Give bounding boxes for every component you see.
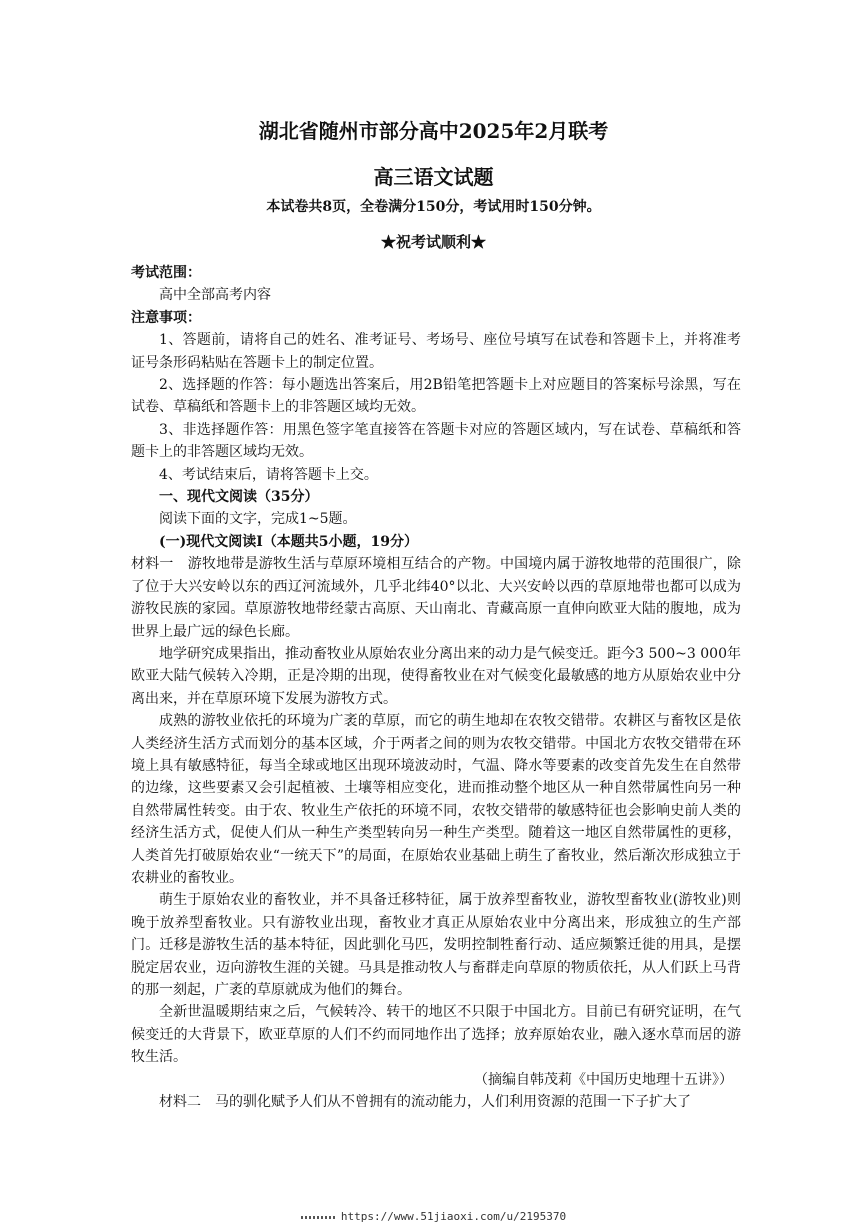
footer-watermark [0, 1210, 867, 1223]
exam-subtitle: 高三语文试题 [373, 165, 494, 189]
exam-title: 湖北省随州市部分高中2025年2月联考 [258, 119, 609, 143]
exam-body [131, 262, 741, 1113]
scope-value: 高中全部高考内容 [159, 287, 271, 304]
good-luck-line: ★祝考试顺利★ [380, 233, 486, 251]
material-source: （摘编自韩茂莉《中国历史地理十五讲》） [474, 1071, 733, 1088]
material-paragraph: 全新世温暖期结束之后，气候转冷、转干的地区不只限于中国北方。目前已有研究证明，在气候变迁的大背景下，欧亚草原的人们不约而同地作出了选择；放弃原始农业，融入逐水草而居的游牧生活。 [131, 1004, 741, 1066]
material-paragraph: 地学研究成果指出，推动畜牧业从原始农业分离出来的动力是气候变迁。距今3 500~3 000年欧亚大陆气候转入冷期，正是冷期的出现，使得畜牧业在对气候变化最敏感的地方从原始农业中分离出来，并在草原环境下发展为游牧方式。 [131, 645, 741, 707]
note-item: 3、非选择题作答：用黑色签字笔直接答在答题卡对应的答题区域内，写在试卷、草稿纸和答题卡上的非答题区域均无效。 [131, 421, 741, 461]
scope-label: 考试范围： [131, 265, 201, 281]
section-heading: 一、现代文阅读（35分） [159, 489, 319, 506]
note-item: 1、答题前，请将自己的姓名、准考证号、考场号、座位号填写在试卷和答题卡上，并将准考证号条形码粘贴在答题卡上的制定位置。 [131, 332, 741, 371]
exam-info: 本试卷共8页，全卷满分150分，考试用时150分钟。 [266, 199, 601, 215]
note-item: 4、考试结束后，请将答题卡上交。 [159, 466, 378, 483]
notes-label: 注意事项： [131, 309, 201, 326]
section-instruction: 阅读下面的文字，完成1~5题。 [159, 511, 357, 528]
footer-url[interactable]: https://www.51jiaoxi.com/u/2195370 [340, 1210, 567, 1223]
material-paragraph: 萌生于原始农业的畜牧业，并不具备迁移特征，属于放养型畜牧业，游牧型畜牧业(游牧业)则晚于放养型畜牧业。只有游牧业出现，畜牧业才真正从原始农业中分离出来，形成独立的生产部门。迁移是游牧生活的基本特征，因此驯化马匹，发明控制牲畜行动、适应频繁迁徙的用具，是摆脱定居农业，迈向游牧生涯的关键。马具是推动牧人与畜群走向草原的物质依托，从人们跃上马背的那一刻起，广袤的草原就成为他们的舞台。 [131, 892, 741, 998]
note-item: 2、选择题的作答：每小题选出答案后，用2B铅笔把答题卡上对应题目的答案标号涂黑，写在试卷、草稿纸和答题卡上的非答题区域均无效。 [131, 377, 741, 416]
subsection-heading: (一)现代文阅读Ⅰ（本题共5小题，19分） [159, 533, 419, 550]
material-two-line: 材料二 马的驯化赋予人们从不曾拥有的流动能力，人们利用资源的范围一下子扩大了 [159, 1094, 691, 1111]
material-paragraph: 材料一 游牧地带是游牧生活与草原环境相互结合的产物。中国境内属于游牧地带的范围很广，除了位于大兴安岭以东的西辽河流域外，几乎北纬40°以北、大兴安岭以西的草原地带也都可以成为游牧民族的家园。草原游牧地带经蒙古高原、天山南北、青藏高原一直伸向欧亚大陆的腹地，成为世界上最广远的绿色长廊。 [131, 556, 741, 640]
material-paragraph: 成熟的游牧业依托的环境为广袤的草原，而它的萌生地却在农牧交错带。农耕区与畜牧区是依人类经济生活方式而划分的基本区域，介于两者之间的则为农牧交错带。中国北方农牧交错带在环境上具有敏感特征，每当全球或地区出现环境波动时，气温、降水等要素的改变首先发生在自然带的边缘，这些要素又会引起植被、土壤等相应变化，进而推动整个地区从一种自然带属性向另一种自然带属性转变。由于农、牧业生产依托的环境不同，农牧交错带的敏感特征也会影响史前人类的经济生活方式，促使人们从一种生产类型转向另一种生产类型。随着这一地区自然带属性的更移，人类首先打破原始农业“一统天下”的局面，在原始农业基础上萌生了畜牧业，然后渐次形成独立于农耕业的畜牧业。 [131, 713, 741, 886]
watermark-mark-icon [301, 1216, 337, 1219]
